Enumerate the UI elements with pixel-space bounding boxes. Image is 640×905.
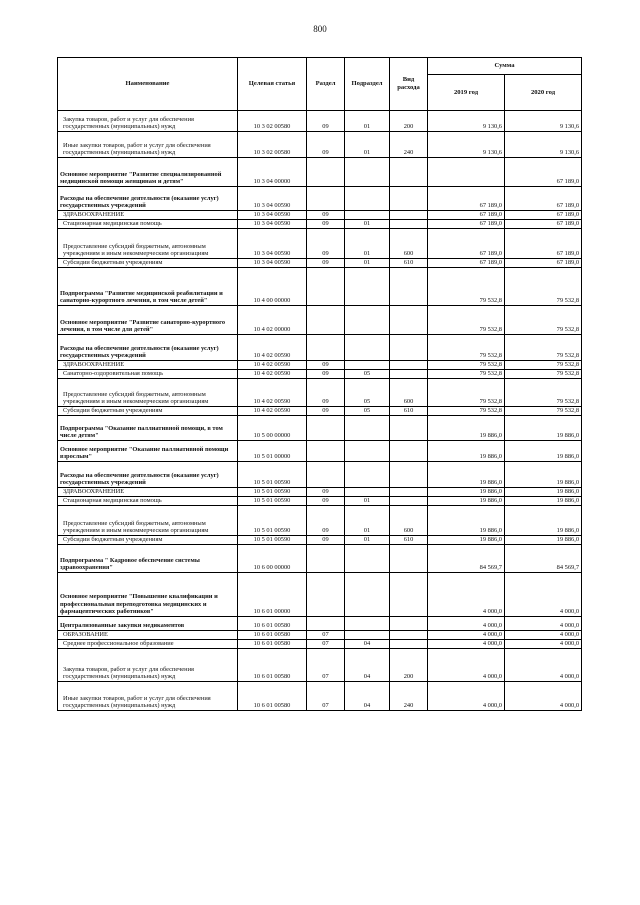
row-expense-type: 600 [390, 379, 428, 407]
row-section [307, 158, 345, 187]
row-subsection [345, 416, 390, 441]
row-sum-2020: 19 886,0 [505, 506, 582, 536]
row-target: 10 3 04 00590 [238, 229, 307, 259]
row-target: 10 3 04 00590 [238, 211, 307, 220]
row-sum-2020: 4 000,0 [505, 640, 582, 649]
table-row [58, 488, 582, 497]
row-sum-2019: 67 189,0 [428, 211, 505, 220]
row-expense-type: 610 [390, 259, 428, 268]
row-expense-type: 200 [390, 111, 428, 132]
page-number: 800 [313, 24, 327, 34]
header-expense-type: Вид расхода [390, 58, 428, 111]
row-subsection [345, 211, 390, 220]
row-expense-type [390, 268, 428, 306]
row-name: Предоставление субсидий бюджетным, автономным учреждениям и иным некоммерческим организациям [58, 506, 238, 536]
row-target: 10 6 01 00580 [238, 617, 307, 631]
row-sum-2020: 67 189,0 [505, 211, 582, 220]
row-sum-2019: 19 886,0 [428, 441, 505, 462]
row-expense-type [390, 497, 428, 506]
table-row [58, 573, 582, 617]
row-target: 10 4 02 00590 [238, 370, 307, 379]
row-name: Стационарная медицинская помощь [58, 497, 238, 506]
row-sum-2020: 79 532,8 [505, 370, 582, 379]
row-subsection: 04 [345, 682, 390, 711]
table-row [58, 617, 582, 631]
row-section: 09 [307, 211, 345, 220]
row-expense-type [390, 441, 428, 462]
row-sum-2019: 67 189,0 [428, 229, 505, 259]
row-subsection [345, 268, 390, 306]
table-row [58, 187, 582, 211]
row-expense-type [390, 488, 428, 497]
row-subsection: 04 [345, 649, 390, 682]
table-row [58, 158, 582, 187]
row-subsection: 01 [345, 229, 390, 259]
row-target: 10 4 02 00590 [238, 361, 307, 370]
row-target: 10 6 01 00580 [238, 649, 307, 682]
row-sum-2019: 19 886,0 [428, 416, 505, 441]
row-sum-2020: 79 532,8 [505, 306, 582, 335]
header-name: Наименование [58, 58, 238, 111]
budget-table [57, 57, 582, 711]
row-sum-2019: 4 000,0 [428, 631, 505, 640]
row-name: ЗДРАВООХРАНЕНИЕ [58, 488, 238, 497]
row-section: 07 [307, 682, 345, 711]
row-target: 10 5 01 00590 [238, 488, 307, 497]
row-name: Предоставление субсидий бюджетным, автономным учреждениям и иным некоммерческим организациям [58, 229, 238, 259]
row-sum-2020: 67 189,0 [505, 220, 582, 229]
table-row [58, 211, 582, 220]
row-expense-type: 600 [390, 506, 428, 536]
row-target: 10 4 02 00590 [238, 379, 307, 407]
row-name: Подпрограмма " Кадровое обеспечение системы здравоохранения" [58, 545, 238, 573]
row-expense-type [390, 220, 428, 229]
row-name: Предоставление субсидий бюджетным, автономным учреждениям и иным некоммерческим организациям [58, 379, 238, 407]
row-target: 10 6 01 00580 [238, 682, 307, 711]
header-section: Раздел [307, 58, 345, 111]
header-2019: 2019 год [428, 75, 505, 111]
row-expense-type [390, 361, 428, 370]
table-row [58, 220, 582, 229]
row-expense-type [390, 631, 428, 640]
row-sum-2020: 4 000,0 [505, 573, 582, 617]
row-name: Основное мероприятие "Развитие специализированной медицинской помощи женщинам и детям" [58, 158, 238, 187]
row-section [307, 617, 345, 631]
row-sum-2019: 4 000,0 [428, 682, 505, 711]
header-2020: 2020 год [505, 75, 582, 111]
row-target: 10 5 00 00000 [238, 416, 307, 441]
row-section: 09 [307, 370, 345, 379]
row-sum-2019: 19 886,0 [428, 497, 505, 506]
row-sum-2019: 67 189,0 [428, 220, 505, 229]
row-subsection [345, 631, 390, 640]
row-section: 09 [307, 259, 345, 268]
row-section [307, 335, 345, 361]
row-name: Субсидии бюджетным учреждениям [58, 536, 238, 545]
row-sum-2019: 4 000,0 [428, 573, 505, 617]
row-target: 10 3 04 00000 [238, 158, 307, 187]
row-sum-2020: 84 569,7 [505, 545, 582, 573]
row-target: 10 3 04 00590 [238, 220, 307, 229]
row-name: Расходы на обеспечение деятельности (оказание услуг) государственных учреждений [58, 335, 238, 361]
row-expense-type [390, 187, 428, 211]
row-name: Санаторно-оздоровительная помощь [58, 370, 238, 379]
row-name: Стационарная медицинская помощь [58, 220, 238, 229]
row-subsection: 01 [345, 536, 390, 545]
header-sum: Сумма [428, 58, 582, 75]
row-name: Основное мероприятие "Оказание паллиативной помощи взрослым" [58, 441, 238, 462]
table-row [58, 259, 582, 268]
row-name: Субсидии бюджетным учреждениям [58, 259, 238, 268]
table-row [58, 631, 582, 640]
row-subsection [345, 306, 390, 335]
row-section: 07 [307, 640, 345, 649]
table-row [58, 545, 582, 573]
row-sum-2019: 79 532,8 [428, 306, 505, 335]
row-sum-2020: 67 189,0 [505, 187, 582, 211]
row-sum-2019: 4 000,0 [428, 617, 505, 631]
row-sum-2020: 79 532,8 [505, 379, 582, 407]
row-sum-2019: 19 886,0 [428, 462, 505, 488]
row-name: Централизованные закупки медикаментов [58, 617, 238, 631]
table-row [58, 132, 582, 158]
row-sum-2020: 4 000,0 [505, 617, 582, 631]
row-expense-type [390, 211, 428, 220]
row-subsection: 01 [345, 259, 390, 268]
row-subsection [345, 158, 390, 187]
row-subsection [345, 488, 390, 497]
row-name: Закупка товаров, работ и услуг для обеспечения государственных (муниципальных) нужд [58, 111, 238, 132]
row-section: 09 [307, 229, 345, 259]
row-section [307, 187, 345, 211]
row-name: Подпрограмма "Развитие медицинской реабилитации и санаторно-курортного лечения, в том числе детей" [58, 268, 238, 306]
row-sum-2019 [428, 158, 505, 187]
row-section: 07 [307, 631, 345, 640]
row-target: 10 6 01 00000 [238, 573, 307, 617]
table-row [58, 335, 582, 361]
row-sum-2020: 79 532,8 [505, 268, 582, 306]
row-name: Основное мероприятие "Развитие санаторно-курортного лечения, в том числе для детей" [58, 306, 238, 335]
row-sum-2020: 67 189,0 [505, 229, 582, 259]
row-expense-type: 240 [390, 682, 428, 711]
row-name: Иные закупки товаров, работ и услуг для обеспечения государственных (муниципальных) нужд [58, 132, 238, 158]
row-sum-2019: 9 130,6 [428, 111, 505, 132]
row-sum-2019: 19 886,0 [428, 536, 505, 545]
row-section: 09 [307, 379, 345, 407]
header-target: Целевая статья [238, 58, 307, 111]
row-subsection [345, 545, 390, 573]
row-sum-2020: 4 000,0 [505, 682, 582, 711]
table-row [58, 229, 582, 259]
row-section [307, 416, 345, 441]
row-sum-2019: 4 000,0 [428, 649, 505, 682]
row-target: 10 3 02 00580 [238, 111, 307, 132]
row-sum-2019: 79 532,8 [428, 370, 505, 379]
header-subsection: Подраздел [345, 58, 390, 111]
row-sum-2020: 67 189,0 [505, 259, 582, 268]
row-sum-2019: 67 189,0 [428, 259, 505, 268]
row-target: 10 4 02 00590 [238, 407, 307, 416]
row-subsection: 01 [345, 132, 390, 158]
row-subsection [345, 335, 390, 361]
row-expense-type [390, 640, 428, 649]
row-sum-2020: 19 886,0 [505, 536, 582, 545]
table-row [58, 536, 582, 545]
row-name: Расходы на обеспечение деятельности (оказание услуг) государственных учреждений [58, 462, 238, 488]
row-subsection: 05 [345, 407, 390, 416]
table-row [58, 379, 582, 407]
row-subsection [345, 441, 390, 462]
row-name: Основное мероприятие "Повышение квалификации и профессиональная переподготовка медицинских и фармацевтических работников" [58, 573, 238, 617]
row-target: 10 5 01 00590 [238, 536, 307, 545]
row-subsection: 04 [345, 640, 390, 649]
row-sum-2020: 9 130,6 [505, 132, 582, 158]
row-expense-type [390, 617, 428, 631]
row-name: Подпрограмма "Оказание паллиативной помощи, в том числе детям" [58, 416, 238, 441]
row-target: 10 4 02 00590 [238, 335, 307, 361]
row-expense-type: 200 [390, 649, 428, 682]
table-row [58, 111, 582, 132]
row-target: 10 6 01 00580 [238, 631, 307, 640]
row-sum-2019: 19 886,0 [428, 488, 505, 497]
row-sum-2019: 4 000,0 [428, 640, 505, 649]
row-sum-2019: 67 189,0 [428, 187, 505, 211]
row-sum-2020: 19 886,0 [505, 488, 582, 497]
row-section [307, 462, 345, 488]
row-section [307, 441, 345, 462]
row-subsection: 05 [345, 370, 390, 379]
table-row [58, 416, 582, 441]
row-section: 09 [307, 132, 345, 158]
row-expense-type [390, 545, 428, 573]
row-subsection [345, 361, 390, 370]
row-sum-2019: 9 130,6 [428, 132, 505, 158]
row-sum-2020: 19 886,0 [505, 441, 582, 462]
row-expense-type: 240 [390, 132, 428, 158]
row-sum-2019: 79 532,8 [428, 361, 505, 370]
row-section: 09 [307, 111, 345, 132]
row-section: 07 [307, 649, 345, 682]
row-sum-2020: 4 000,0 [505, 649, 582, 682]
row-section: 09 [307, 506, 345, 536]
table-row [58, 497, 582, 506]
row-target: 10 3 02 00580 [238, 132, 307, 158]
row-section [307, 268, 345, 306]
row-subsection: 01 [345, 220, 390, 229]
row-expense-type [390, 462, 428, 488]
row-expense-type [390, 573, 428, 617]
row-subsection: 01 [345, 497, 390, 506]
row-sum-2020: 9 130,6 [505, 111, 582, 132]
row-name: ОБРАЗОВАНИЕ [58, 631, 238, 640]
row-sum-2019: 79 532,8 [428, 268, 505, 306]
row-subsection [345, 617, 390, 631]
table-row [58, 306, 582, 335]
row-target: 10 5 01 00000 [238, 441, 307, 462]
row-sum-2020: 79 532,8 [505, 335, 582, 361]
row-sum-2020: 79 532,8 [505, 361, 582, 370]
table-body [58, 111, 582, 711]
table-row [58, 361, 582, 370]
table-row [58, 370, 582, 379]
table-row [58, 268, 582, 306]
row-section: 09 [307, 497, 345, 506]
row-expense-type [390, 306, 428, 335]
row-target: 10 6 01 00580 [238, 640, 307, 649]
row-expense-type [390, 370, 428, 379]
row-sum-2020: 4 000,0 [505, 631, 582, 640]
table-row [58, 462, 582, 488]
row-subsection [345, 573, 390, 617]
row-section: 09 [307, 407, 345, 416]
row-expense-type [390, 416, 428, 441]
row-target: 10 3 04 00590 [238, 259, 307, 268]
row-name: ЗДРАВООХРАНЕНИЕ [58, 361, 238, 370]
row-target: 10 4 02 00000 [238, 306, 307, 335]
row-target: 10 5 01 00590 [238, 506, 307, 536]
table-row [58, 407, 582, 416]
row-section: 09 [307, 536, 345, 545]
row-sum-2019: 79 532,8 [428, 379, 505, 407]
row-sum-2020: 19 886,0 [505, 497, 582, 506]
table-row [58, 682, 582, 711]
row-sum-2020: 19 886,0 [505, 416, 582, 441]
row-name: ЗДРАВООХРАНЕНИЕ [58, 211, 238, 220]
row-expense-type: 610 [390, 407, 428, 416]
row-name: Расходы на обеспечение деятельности (оказание услуг) государственных учреждений [58, 187, 238, 211]
row-sum-2020: 79 532,8 [505, 407, 582, 416]
row-sum-2019: 79 532,8 [428, 335, 505, 361]
row-name: Субсидии бюджетным учреждениям [58, 407, 238, 416]
row-sum-2019: 84 569,7 [428, 545, 505, 573]
row-subsection [345, 187, 390, 211]
row-target: 10 3 04 00590 [238, 187, 307, 211]
row-section [307, 306, 345, 335]
row-subsection: 01 [345, 111, 390, 132]
table-row [58, 506, 582, 536]
row-name: Среднее профессиональное образование [58, 640, 238, 649]
row-name: Иные закупки товаров, работ и услуг для обеспечения государственных (муниципальных) нужд [58, 682, 238, 711]
row-subsection [345, 462, 390, 488]
row-target: 10 5 01 00590 [238, 497, 307, 506]
table-row [58, 649, 582, 682]
row-name: Закупка товаров, работ и услуг для обеспечения государственных (муниципальных) нужд [58, 649, 238, 682]
row-subsection: 01 [345, 506, 390, 536]
row-sum-2020: 67 189,0 [505, 158, 582, 187]
row-expense-type: 600 [390, 229, 428, 259]
row-expense-type [390, 335, 428, 361]
row-sum-2020: 19 886,0 [505, 462, 582, 488]
row-subsection: 05 [345, 379, 390, 407]
row-sum-2019: 79 532,8 [428, 407, 505, 416]
row-expense-type: 610 [390, 536, 428, 545]
row-target: 10 4 00 00000 [238, 268, 307, 306]
row-target: 10 6 00 00000 [238, 545, 307, 573]
row-section: 09 [307, 361, 345, 370]
row-section [307, 545, 345, 573]
row-target: 10 5 01 00590 [238, 462, 307, 488]
row-section: 09 [307, 488, 345, 497]
table-row [58, 640, 582, 649]
row-sum-2019: 19 886,0 [428, 506, 505, 536]
row-section [307, 573, 345, 617]
row-section: 09 [307, 220, 345, 229]
table-row [58, 441, 582, 462]
row-expense-type [390, 158, 428, 187]
